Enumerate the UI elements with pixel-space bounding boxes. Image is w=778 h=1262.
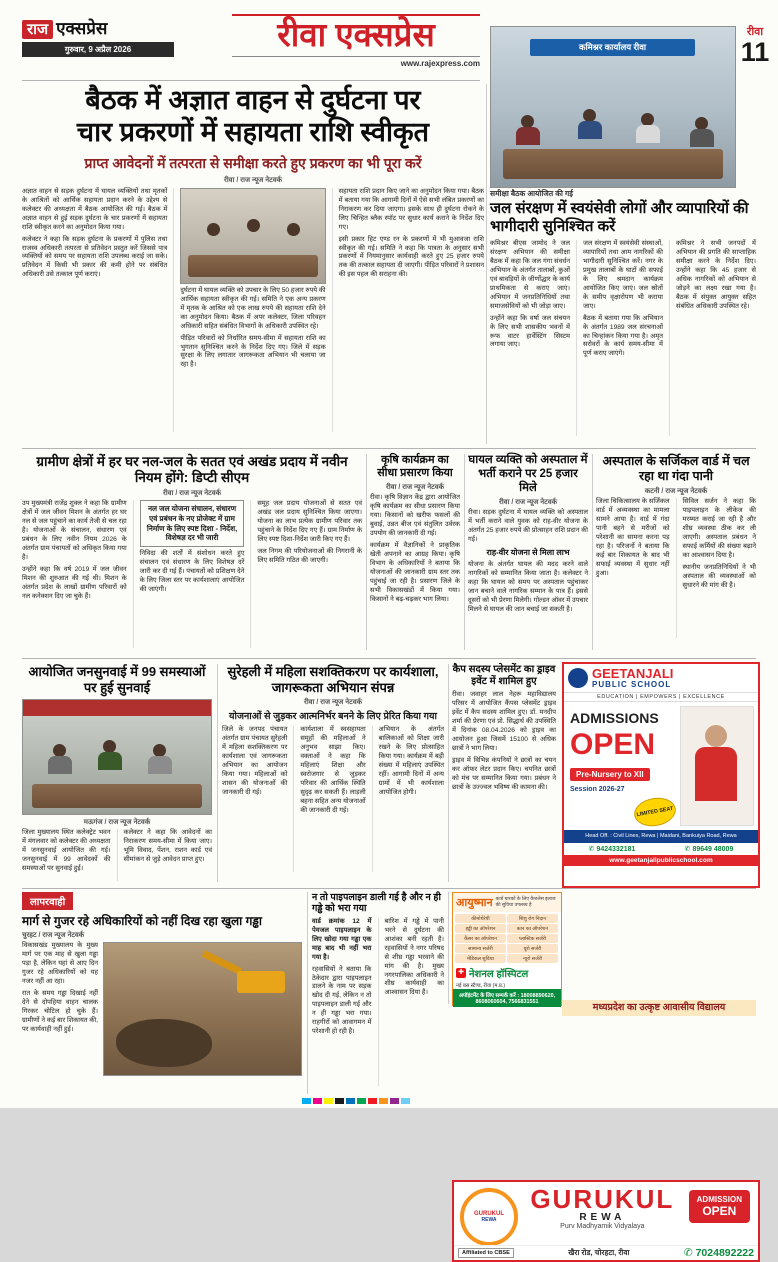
phone-icon: ✆ [684,846,691,854]
pipeline-col-2 [378,918,445,1086]
ghayal-crosshead: राह-वीर योजना से मिला लाभ [486,548,570,558]
body-paragraph: कमिश्नर ने सभी जनपदों में अभियान की प्रगति की साप्ताहिक समीक्षा करने के निर्देश दिए। उन्होंने कहा कि 45 हजार से अधिक नागरिकों को अभियान से जोड़ने का लक्ष्य रखा गया है। बैठक में संयुक्त आयुक्त सहित संबंधित अधिकारी उपस्थित रहे। [676,240,756,310]
jansunwai-headline: आयोजित जनसुनवाई में 99 समस्याओं पर हुई सुनवाई [28,664,206,695]
krishi-article [370,454,460,644]
lead-body [22,188,484,432]
table-shape [503,149,723,179]
gurukul-strip-title: मध्यप्रदेश का उत्कृष्ट आवासीय विद्यालय [562,1000,756,1016]
hospital-phones: 18008890620, 8608060604, 7566831551 [475,993,556,1005]
color-swatch [357,1098,366,1104]
masthead-title: रीवा एक्सप्रेस [232,14,480,57]
body-paragraph: उन्होंने कहा कि वर्षा जल संचयन के लिए सभी शासकीय भवनों में रूफ वाटर हार्वेस्टिंग सिस्टम लगाया जाए। [490,314,570,349]
rule [307,892,308,1094]
geetanjali-middle [564,702,758,830]
gurukul-logo-top: GURUKUL [474,1211,504,1217]
rule [22,80,480,81]
color-swatch [368,1098,377,1104]
rule [22,448,756,449]
brand-block [22,16,174,57]
rule [22,888,756,889]
laparwahi-content [22,942,302,1076]
color-swatch [302,1098,311,1104]
service-item: कीमोथेरेपी [455,914,506,923]
school-name [592,667,673,689]
color-swatch [401,1098,410,1104]
brand-logo [22,16,174,39]
body-paragraph: जिला मुख्यालय स्थित कलेक्ट्रेट भवन में मंगलवार को कलेक्टर की अध्यक्षता में जनसुनवाई आयोजित की गई। जनसुनवाई में 99 आवेदकों की समस्याओं पर सुनवाई हुई। [22,829,111,872]
pipeline-body [312,918,444,1086]
body-paragraph: जिले के जनपद पंचायत अंतर्गत ग्राम पंचायत सुरेहली में महिला सशक्तिकरण पर कार्यशाला एवं जागरूकता अभियान का आयोजन किया गया। महिलाओं को शासन की योजनाओं की जानकारी दी गई। [222,726,288,796]
commissioner-meeting-photo [490,26,736,188]
cap-body [452,691,556,873]
ayushman-title: आयुष्मान [456,897,493,909]
body-paragraph: दुर्घटना में घायल व्यक्ति को उपचार के लिए 50 हजार रुपये की आर्थिक सहायता स्वीकृत की गई। समिति ने एक अन्य प्रकरण में मृतक के आश्रित को एक लाख रुपये की सहायता राशि देने का अनुमोदन किया। बैठक में अपर कलेक्टर, जिला परिवहन अधिकारी सहित संबंधित विभागों के अधिकारी उपस्थित रहे। [180,286,326,330]
naljal-byline: रीवा / राज न्यूज नेटवर्क [163,490,221,498]
office-sign: कमिश्नर कार्यालय रीवा [530,39,695,56]
gurukul-city: REWA [579,1212,626,1223]
person-figure [578,121,602,139]
surehli-col-1 [222,726,287,872]
body-paragraph: योजना के अंतर्गत घायल की मदद करने वाले नागरिकों को सम्मानित किया जाता है। कलेक्टर ने कहा कि घायल को समय पर अस्पताल पहुंचाकर जान बचाने वाले नागरिक सम्मान के पात्र हैं। इससे दूसरों को भी प्रेरणा मिलेगी। गोल्डन ऑवर में उपचार मिलने से घायल की जान बचाई जा सकती है। [468,561,589,613]
pit-shape [116,1019,212,1067]
body-paragraph: विकासखंड मुख्यालय के मुख्य मार्ग पर एक माह से खुला गड्ढा पड़ा है, लेकिन यहां से आए दिन गुजर रहे अधिकारियों को यह नजर नहीं आ रहा। [22,942,98,986]
body-paragraph: कलेक्टर ने कहा कि आवेदनों का निराकरण समय-सीमा में किया जाए। भूमि विवाद, पेंशन, राशन कार्ड एवं सीमांकन से जुड़े आवेदन प्राप्त हुए। [123,829,212,864]
gurukul-name: GURUKUL [530,1184,675,1214]
laparwahi-text-col [22,942,98,1074]
color-swatch [346,1098,355,1104]
excavator-arm-shape [202,951,243,976]
page-info [736,24,774,66]
gurukul-subtitle: Purv Madhyamik Vidyalaya [560,1223,645,1230]
lead-headline-line2: चार प्रकरणों में सहायता राशि स्वीकृत [76,117,430,148]
lead-col-3 [332,188,484,432]
whatsapp-icon: ✆ [683,1247,693,1259]
gurukul-address: खैरा रोड, चोरहटा, रीवा [568,1248,630,1257]
color-swatch [313,1098,322,1104]
lead-byline: रीवा / राज न्यूज नेटवर्क [224,176,282,184]
jansunwai-body [22,829,212,881]
service-item: न्यूरो सर्जरी [507,954,558,963]
geetanjali-ad [562,662,760,888]
surehli-headline: सुरेहली में महिला सशक्तिकरण पर कार्यशाला, जागरूकता अभियान संपन्न [227,664,439,695]
service-item: कान का ऑपरेशन [507,924,558,933]
brand-raj: राज [22,20,53,39]
naljal-col-2 [133,500,245,648]
session-label: Session 2026-27 [570,786,625,793]
krishi-byline: रीवा / राज न्यूज नेटवर्क [386,484,444,492]
limited-seat-badge: LIMITED SEAT [632,795,678,830]
krishi-body [370,494,460,644]
rule [464,454,465,650]
krishi-headline: कृषि कार्यक्रम का सीधा प्रसारण किया [377,454,453,480]
naljal-body [22,500,362,648]
naljal-col-3 [250,500,362,648]
color-swatch [379,1098,388,1104]
body-paragraph: निविदा की शर्तों में संशोधन करते हुए संचालन एवं संधारण के लिए विशेषज्ञ दरें जारी कर दी गई हैं। पंचायतों को प्रशिक्षण देने के लिए जिला स्तर पर कार्यशालाएं आयोजित की जाएंगी। [139,549,245,593]
water-col-2 [576,240,663,436]
edition-date: गुरुवार, 9 अप्रैल 2026 [22,42,174,57]
surehli-body [222,726,444,872]
body-paragraph: ड्राइव में विभिन्न कंपनियों ने छात्रों का चयन कर ऑफर लेटर प्रदान किए। चयनित छात्रों को मंच पर सम्मानित किया गया। प्रबंधन ने छात्रों के उज्ज्वल भविष्य की कामना की। [452,756,556,791]
surgical-article [596,454,756,638]
surehli-subhead: योजनाओं से जुड़कर आत्मनिर्भर बनने के लिए प्रेरित किया गया [229,711,437,723]
body-paragraph: जल निगम की परियोजनाओं की निगरानी के लिए समिति गठित की जाएगी। [257,548,363,565]
gurukul-ad [452,1180,760,1262]
service-item: मेडिकल सुविधा [455,954,506,963]
gurukul-logo-bottom: REWA [481,1217,497,1223]
laparwahi-article [22,892,302,1076]
body-paragraph: रीवा। कृषि विज्ञान केंद्र द्वारा आयोजित कृषि कार्यक्रम का सीधा प्रसारण किया गया। किसानों को खरीफ फसलों की बुवाई, उन्नत बीज एवं संतुलित उर्वरक उपयोग की जानकारी दी गई। [370,494,460,538]
person-figure [705,725,727,747]
school-tagline: EDUCATION | EMPOWERS | EXCELLENCE [564,692,758,702]
ayushman-tagline: कार्ड धारकों के लिए कैशलेस इलाज की सुविधा उपलब्ध है [495,896,556,908]
body-paragraph: कमिश्नर बीएस जामोद ने जल संरक्षण अभियान की समीक्षा बैठक में कहा कि जल गंगा संवर्धन अभियान के अंतर्गत तालाबों, कुओं एवं बावड़ियों के जीर्णोद्धार के कार्य प्राथमिकता से कराए जाएं। अभियान में जनप्रतिनिधियों तथा समाजसेवियों को भी जोड़ा जाए। [490,240,570,310]
ghayal-headline: घायल व्यक्ति को अस्पताल में भर्ती कराने पर 25 हजार मिले [468,454,588,494]
city-tag: रीवा [746,26,764,38]
phone-entry [589,845,636,853]
laparwahi-headline: मार्ग से गुजर रहे अधिकारियों को नहीं दिख रहा खुला गड्ढा [22,914,262,928]
hospital-contact [453,989,561,1007]
gurukul-footer [454,1245,758,1260]
ghayal-body [468,509,588,649]
body-paragraph: इसी प्रकार हिट एण्ड रन के प्रकरणों में भी मुआवजा राशि स्वीकृत की गई। समिति ने कहा कि पात्रता के अनुसार सभी प्रकरणों में नियमानुसार कार्यवाही करते हुए 25 हजार रुपये तक की तत्काल सहायता दी जाएगी। पीड़ित परिवारों ने प्रशासन की इस पहल की सराहना की। [338,235,484,279]
water-col-1 [490,240,570,436]
page-number: 11 [740,37,770,67]
kicker-label: लापरवाही [22,892,73,910]
lead-article [22,84,484,432]
naljal-box-subhead: नल जल योजना संचालन, संधारण एवं प्रबंधन के नए प्रोजेक्ट में ग्राम निर्माण के लिए स्पष्ट दिशा - निर्देश, विशेषज्ञ दर भी जारी [140,500,245,547]
school-address: Head Off. : Civil Lines, Rewa | Maidani, Bankuiya Road, Rewa [564,830,758,843]
banner-shape [23,700,211,716]
naljal-headline: ग्रामीण क्षेत्रों में हर घर नल-जल के सतत एवं अखंड प्रदाय में नवीन नियम होंगे: डिप्टी सीएम [36,454,348,486]
jansunwai-col-2 [117,829,213,881]
gurukul-logo [460,1188,518,1246]
hospital-name: नेशनल हॉस्पिटल [469,969,529,980]
services-grid [453,912,561,965]
surgical-col-1 [596,498,670,638]
brand-rest: एक्सप्रेस [56,19,108,38]
jansunwai-col-1 [22,829,111,881]
cap-article [452,664,556,873]
body-paragraph: कार्यशाला में स्वसहायता समूहों की महिलाओं ने अनुभव साझा किए। वक्ताओं ने कहा कि महिलाएं शिक्षा और स्वरोजगार से जुड़कर परिवार की आर्थिक स्थिति सुदृढ़ कर सकती हैं। लाड़ली बहना सहित अन्य योजनाओं की जानकारी दी गई। [300,726,366,814]
hospital-address: नई बस स्टैण्ड, रीवा (म.प्र.) [456,983,506,989]
lead-col-2 [173,188,325,432]
school-website: www.geetanjalipublicschool.com [564,855,758,866]
rule [448,892,449,1004]
school-name-bottom: PUBLIC SCHOOL [592,680,672,689]
color-registration-strip [302,1098,410,1104]
naljal-col-1 [22,500,127,648]
service-item: सामान्य सर्जरी [455,944,506,953]
lead-meeting-photo [180,188,325,284]
pipeline-headline: न तो पाइपलाइन डाली गई है और न ही गड्ढे को भरा गया [312,892,441,915]
service-item: कैंसर का ऑपरेशन [455,934,506,943]
table-shape [188,255,317,277]
body-paragraph: रहवासियों ने बताया कि ठेकेदार द्वारा पाइपलाइन डालने के नाम पर सड़क खोद दी गई, लेकिन न तो पाइपलाइन डाली गई और न ही गड्ढा भरा गया। राहगीरों को आवागमन में परेशानी हो रही है। [312,965,372,1036]
person-figure [98,752,122,770]
color-swatch [390,1098,399,1104]
rule [448,664,449,882]
person-figure [695,747,737,801]
school-name-top: GEETANJALI [592,666,674,681]
body-paragraph: बैठक में बताया गया कि अभियान के अंतर्गत 1989 जल संरचनाओं का चिन्हांकन किया गया है। अमृत सरोवरों के कार्य समय-सीमा में पूर्ण कराए जाएंगे। [583,314,663,358]
body-paragraph: अज्ञात वाहन से सड़क दुर्घटना में घायल व्यक्तियों तथा मृतकों के आश्रितों को आर्थिक सहायता प्रदान करने के उद्देश्य से कलेक्टर की अध्यक्षता में बैठक आयोजित की गई। बैठक में अज्ञात वाहन से हुई सड़क दुर्घटना के चार प्रकरणों में सहायता राशि स्वीकृत करने का अनुमोदन किया गया। [22,187,168,231]
body-paragraph: स्थानीय जनप्रतिनिधियों ने भी अस्पताल की व्यवस्थाओं को सुधारने की मांग की है। [682,563,756,589]
excavator-shape [237,971,285,993]
lead-headline [22,84,484,149]
surgical-byline: कटनी / राज न्यूज नेटवर्क [644,488,708,495]
admission-label: ADMISSION [696,1195,742,1204]
lead-subhead: प्राप्त आवेदनों में तत्परता से समीक्षा करते हुए प्रकरण का भी पूरा करें [84,154,422,171]
school-logo-icon [568,668,588,688]
body-paragraph: रात के समय गड्ढा दिखाई नहीं देने से दोपहिया वाहन चालक गिरकर चोटिल हो चुके हैं। ग्रामीणों ने कई बार शिकायत की, पर कार्यवाही नहीं हुई। [22,990,98,1033]
body-paragraph: उन्होंने कहा कि वर्ष 2019 में जल जीवन मिशन की शुरुआत की गई थी। मिशन के अंतर्गत प्रदेश के लाखों ग्रामीण परिवारों को नल कनेक्शन दिए जा चुके हैं। [22,566,127,600]
color-swatch [335,1098,344,1104]
person-figure [207,223,220,236]
body-paragraph: अभियान के अंतर्गत बालिकाओं को शिक्षा जारी रखने के लिए प्रोत्साहित किया गया। कार्यक्रम में बड़ी संख्या में महिलाएं उपस्थित रहीं। आगामी दिनों में अन्य ग्रामों में भी कार्यशाला आयोजित होगी। [378,726,444,796]
phone-number: 7024892222 [695,1247,754,1259]
phone-icon: ✆ [588,846,595,854]
body-paragraph: रीवा। जवाहर लाल नेहरू महाविद्यालय परिसर में आयोजित कैंपस प्लेसमेंट ड्राइव इवेंट में कैप सदस्य शामिल हुए। डॉ. मनदीप शर्मा की प्रेरणा एवं प्रो. सिद्धार्थ की उपस्थिति में दिनांक 08.04.2026 को ड्राइव का आयोजन हुआ जिसमें 15100 से अधिक छात्रों ने भाग लिया। [452,691,556,752]
masthead [232,14,480,68]
service-item: यूरो सर्जरी [507,944,558,953]
body-paragraph: जल संरक्षण में स्वयंसेवी संस्थाओं, व्यापारियों तथा आम नागरिकों की भागीदारी सुनिश्चित करें। नगर के प्रमुख तालाबों के घाटों की सफाई के लिए श्रमदान कार्यक्रम आयोजित किए जाएं। जल स्रोतों के समीप वृक्षारोपण भी कराया जाए। [583,240,663,310]
phone-number: 9424332181 [596,846,636,854]
contact-label: अपॉइंटमेंट के लिए सम्पर्क करें : [458,993,520,999]
ayushman-header [453,893,561,912]
naljal-article [22,454,362,648]
person-figure [636,125,660,143]
ghayal-article [468,454,588,649]
cap-headline: कैप सदस्य प्लेसमेंट का ड्राइव इवेंट में शामिल हुए [452,664,556,687]
service-item: शिशु रोग निदान [507,914,558,923]
jansunwai-byline: मऊगंज / राज न्यूज नेटवर्क [83,819,151,827]
geetanjali-header [564,664,758,692]
pipeline-col-1 [312,918,372,1086]
lead-headline-line1: बैठक में अज्ञात वाहन से दुर्घटना पर [85,85,421,115]
pothole-photo [103,942,302,1076]
body-paragraph: सिविल सर्जन ने कहा कि पाइपलाइन के लीकेज की मरम्मत कराई जा रही है और शीघ्र व्यवस्था ठीक कर ली जाएगी। अस्पताल प्रबंधन ने सफाई कर्मियों की संख्या बढ़ाने का आश्वासन दिया है। [682,498,756,559]
laparwahi-byline: चुरहट / राज न्यूज नेटवर्क [22,932,85,940]
hospital-ad [452,892,562,1006]
body-paragraph: रीवा। सड़क दुर्घटना में घायल व्यक्ति को अस्पताल में भर्ती कराने वाले युवक को राह-वीर योजना के अंतर्गत 25 हजार रुपये की प्रोत्साहन राशि प्रदान की गई। [468,509,588,544]
rule [366,454,367,650]
water-article [490,200,756,436]
person-figure [48,756,72,774]
pipeline-article [312,892,444,1086]
person-figure [690,129,714,147]
ghayal-byline: रीवा / राज न्यूज नेटवर्क [499,499,557,507]
classes-ribbon: Pre-Nursery to XII [570,768,650,781]
admissions-label: ADMISSIONS [570,710,659,726]
admission-open-badge [689,1190,750,1223]
medical-cross-icon: ✚ [456,968,466,978]
surehli-col-2 [293,726,365,872]
rule [592,454,593,650]
school-phones [564,843,758,855]
phone-entry [685,845,734,853]
surgical-col-2 [676,498,757,638]
gurukul-phone [684,1247,754,1259]
masthead-website: www.rajexpress.com [400,58,480,68]
student-photo [680,706,754,826]
water-headline: जल संरक्षण में स्वयंसेवी लोगों और व्यापारियों की भागीदारी सुनिश्चित करें [490,200,749,235]
body-paragraph: पीड़ित परिवारों को निर्धारित समय-सीमा में सहायता राशि का भुगतान सुनिश्चित करने के निर्देश दिए गए। जिले में सड़क सुरक्षा के लिए लगातार जागरूकता अभियान भी चलाया जा रहा है। [180,334,326,369]
surehli-col-3 [372,726,444,872]
lead-col-1 [22,188,167,432]
service-item: प्लास्टिक सर्जरी [507,934,558,943]
water-body [490,240,756,436]
open-label: OPEN [702,1204,737,1218]
body-paragraph: बारिश में गड्ढे में पानी भरने से दुर्घटना की आशंका बनी रहती है। रहवासियों ने नगर परिषद से शीघ्र गड्ढा भरवाने की मांग की है। मुख्य नगरपालिका अधिकारी ने शीघ्र कार्यवाही का आश्वासन दिया है। [384,917,444,997]
body-paragraph: जिला चिकित्सालय के सर्जिकल वार्ड में अव्यवस्था का मामला सामने आया है। वार्ड में गंदा पानी बहने से मरीजों को परेशानी का सामना करना पड़ रहा है। परिजनों ने बताया कि कई बार शिकायत के बाद भी सफाई व्यवस्था में सुधार नहीं हुआ। [596,498,670,577]
body-paragraph: उप मुख्यमंत्री राजेंद्र शुक्ल ने कहा कि ग्रामीण क्षेत्रों में जल जीवन मिशन के अंतर्गत हर घर नल से जल पहुंचाने का कार्य तेजी से चल रहा है। योजनाओं के संचालन, संधारण एवं प्रबंधन के लिए नवीन नियम 2026 के अंतर्गत ग्राम पंचायतों को अधिकृत किया गया है। [22,500,127,562]
rule [486,84,487,444]
service-item: हड्डी का ऑपरेशन [455,924,506,933]
rule [22,658,756,659]
surgical-headline: अस्पताल के सर्जिकल वार्ड में चल रहा था गंदा पानी [602,454,750,483]
open-label: OPEN [570,728,656,761]
surehli-article [222,664,444,872]
surgical-body [596,498,756,638]
person-figure [247,219,260,232]
cbse-badge: Affiliated to CBSE [458,1248,514,1258]
person-figure [148,756,172,774]
jansunwai-photo [22,699,212,815]
body-paragraph: समूह जल प्रदाय योजनाओं से सतत एवं अखंड जल प्रदाय सुनिश्चित किया जाएगा। योजना का लाभ प्रत्येक ग्रामीण परिवार तक पहुंचाने के निर्देश दिए गए हैं। ग्राम निर्माण के लिए स्पष्ट दिशा-निर्देश जारी किए गए हैं। [257,500,363,544]
phone-number: 89649 48009 [692,846,734,854]
rule [217,664,218,882]
water-col-3 [669,240,756,436]
body-paragraph: वार्ड क्रमांक 12 में पेयजल पाइपलाइन के लिए खोदा गया गड्ढा एक माह बाद भी नहीं भरा गया है। [312,917,372,961]
person-figure [516,127,540,145]
surehli-byline: रीवा / राज न्यूज नेटवर्क [304,699,362,707]
color-swatch [324,1098,333,1104]
photo-caption: समीक्षा बैठक आयोजित की गई [490,189,573,198]
hospital-name-row [453,965,561,981]
person-figure [287,223,300,236]
body-paragraph: कलेक्टर ने कहा कि सड़क दुर्घटना के प्रकरणों में पुलिस तथा राजस्व अधिकारी तत्परता से प्रतिवेदन प्रस्तुत करें जिससे पात्र व्यक्तियों को समय पर सहायता राशि उपलब्ध कराई जा सके। प्रतिवेदन में किसी भी प्रकार की कमी होने पर संबंधित अधिकारी उसे तत्काल पूर्ण कराएं। [22,235,168,279]
body-paragraph: सहायता राशि प्रदान किए जाने का अनुमोदन किया गया। बैठक में बताया गया कि आगामी दिनों में ऐसे सभी लंबित प्रकरणों का निराकरण कर दिया जाएगा। इसके साथ ही दुर्घटना रोकने के लिए चिन्हित ब्लैक स्पॉट पर सुधार कार्य कराने के निर्देश दिए गए। [338,187,484,231]
table-shape [32,784,201,808]
jansunwai-article [22,664,212,881]
body-paragraph: कार्यक्रम में वैज्ञानिकों ने प्राकृतिक खेती अपनाने का आग्रह किया। कृषि विभाग के अधिकारियों ने बताया कि योजनाओं की जानकारी ग्राम स्तर तक पहुंचाई जा रही है। प्रसारण जिले के सभी विकासखंडों में किया गया। किसानों ने बढ़-चढ़कर भाग लिया। [370,542,460,603]
